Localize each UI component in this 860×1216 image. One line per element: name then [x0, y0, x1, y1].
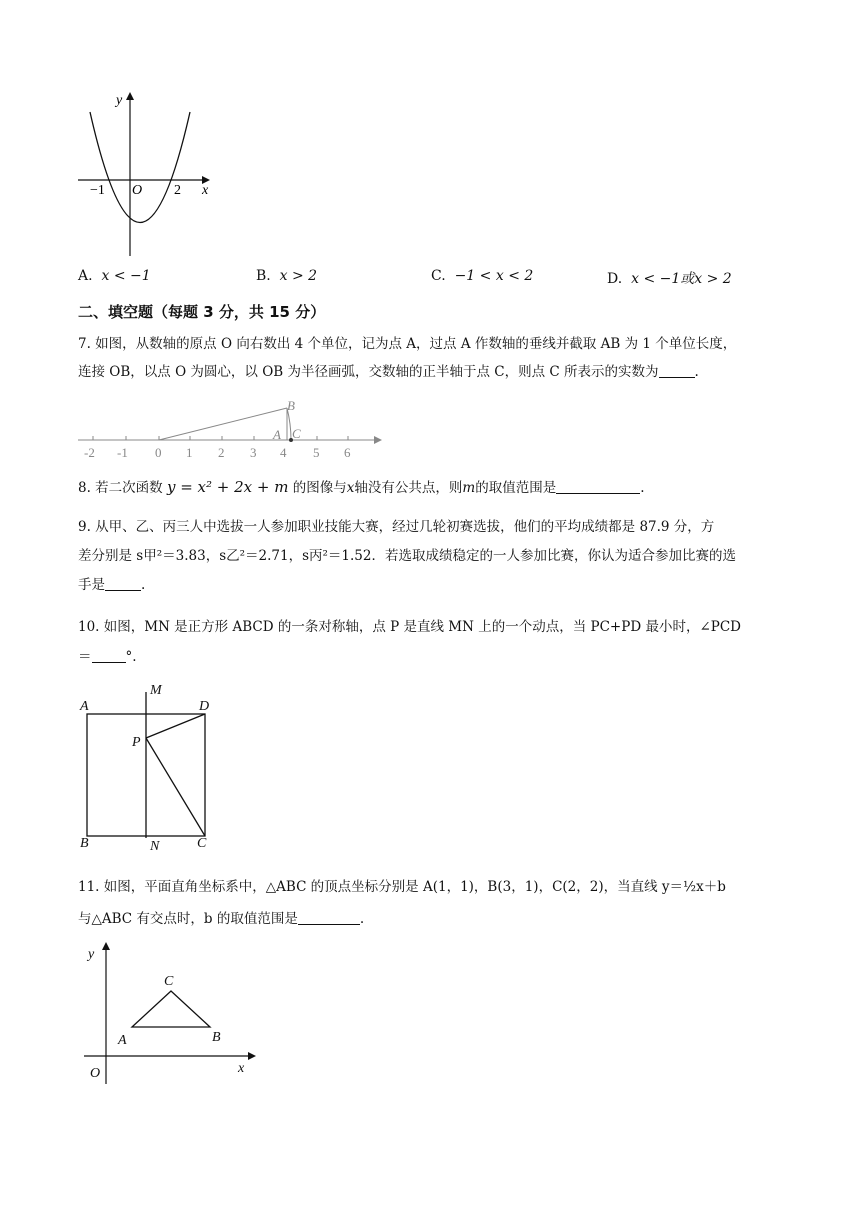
x-axis-label: x: [202, 183, 209, 198]
q7-line2: 连接 OB，以点 O 为圆心，以 OB 为半径画弧，交数轴的正半轴于点 C，则点 C 所表示的实数为 .: [78, 364, 699, 380]
q9-line3: 手是 .: [78, 577, 146, 593]
vertex-a-label: A: [118, 1033, 127, 1048]
tick-label-neg2: -2: [84, 445, 95, 460]
tick-label-4: 4: [280, 445, 287, 460]
point-a-label: A: [273, 427, 281, 442]
label-a: A: [80, 699, 89, 714]
label-n: N: [150, 839, 160, 854]
label-p: P: [132, 735, 141, 750]
q9-answer-blank[interactable]: [105, 576, 141, 591]
question-8: 8. 若二次函数 y = x² + 2x + m 的图像与x轴没有公共点，则m的取值范围是 .: [78, 478, 645, 496]
tick-label-3: 3: [250, 445, 257, 460]
section-title: 二、填空题（每题 3 分，共 15 分）: [78, 303, 326, 321]
tick-label-neg1: -1: [117, 445, 128, 460]
q10-line2: ＝ °.: [78, 649, 137, 665]
tick-marks: [93, 436, 348, 440]
tick-label-5: 5: [313, 445, 320, 460]
label-m: M: [150, 683, 162, 698]
y-axis-arrow: [126, 92, 134, 100]
q7-answer-blank[interactable]: [659, 363, 695, 378]
triangle-figure: [76, 938, 266, 1088]
tick-label-6: 6: [344, 445, 351, 460]
q8-formula: y = x² + 2x + m: [166, 478, 289, 496]
q9-line1: 9. 从甲、乙、丙三人中选拔一人参加职业技能大赛，经过几轮初赛选拔，他们的平均成绩都是 87.9 分，方: [78, 519, 715, 535]
square-figure: [76, 676, 226, 856]
question-10: [78, 612, 786, 672]
parabola-figure: [74, 88, 224, 258]
question-11: [78, 866, 786, 930]
q10-line1: 10. 如图，MN 是正方形 ABCD 的一条对称轴，点 P 是直线 MN 上的一个动点，当 PC+PD 最小时，∠PCD: [78, 619, 741, 635]
q7-line1: 7. 如图，从数轴的原点 O 向右数出 4 个单位，记为点 A，过点 A 作数轴的垂线并截取 AB 为 1 个单位长度，: [78, 336, 737, 352]
q9-line2: 差分别是 s甲²＝3.83，s乙²＝2.71，s丙²＝1.52．若选取成绩稳定的一人参加比赛，你认为适合参加比赛的选: [78, 548, 736, 564]
question-9: [78, 513, 786, 600]
q11-line1: 11. 如图，平面直角坐标系中，△ABC 的顶点坐标分别是 A(1，1)，B(3，1)，C(2，2)，当直线 y＝½x＋b: [78, 879, 726, 895]
option-b: B. x > 2: [256, 268, 318, 284]
tick-neg1: −1: [90, 183, 105, 198]
tick-label-2: 2: [218, 445, 225, 460]
origin-label: O: [132, 183, 143, 198]
tick-2: 2: [174, 183, 181, 198]
option-c: C. −1 < x < 2: [431, 268, 534, 284]
option-a: A. x < −1: [78, 268, 151, 284]
vertex-b-label: B: [212, 1030, 221, 1045]
y-axis-label: y: [88, 947, 95, 962]
point-c-label: C: [292, 426, 301, 441]
label-c: C: [197, 836, 207, 851]
point-b-label: B: [287, 398, 295, 413]
q10-answer-blank[interactable]: [92, 648, 126, 663]
parabola-curve: [90, 112, 190, 223]
tick-label-0: 0: [155, 445, 162, 460]
label-d: D: [199, 699, 210, 714]
y-axis-arrow: [102, 942, 110, 950]
q11-answer-blank[interactable]: [298, 910, 360, 925]
x-axis-label: x: [238, 1061, 245, 1076]
segment-pd: [146, 714, 205, 738]
origin-label: O: [90, 1066, 101, 1081]
number-line-arrow: [374, 436, 382, 444]
segment-pc: [146, 738, 205, 836]
tick-label-1: 1: [186, 445, 193, 460]
vertex-c-label: C: [164, 974, 174, 989]
label-b: B: [80, 836, 89, 851]
q8-answer-blank[interactable]: [556, 479, 640, 494]
number-line-figure: [76, 396, 386, 462]
triangle-abc: [132, 991, 210, 1027]
segment-ob: [159, 408, 287, 440]
question-7: [78, 330, 786, 386]
y-axis-label: y: [116, 93, 123, 108]
option-d: D. x < −1或x > 2: [607, 271, 732, 287]
q11-line2: 与△ABC 有交点时，b 的取值范围是 .: [78, 911, 365, 927]
x-axis-arrow: [248, 1052, 256, 1060]
